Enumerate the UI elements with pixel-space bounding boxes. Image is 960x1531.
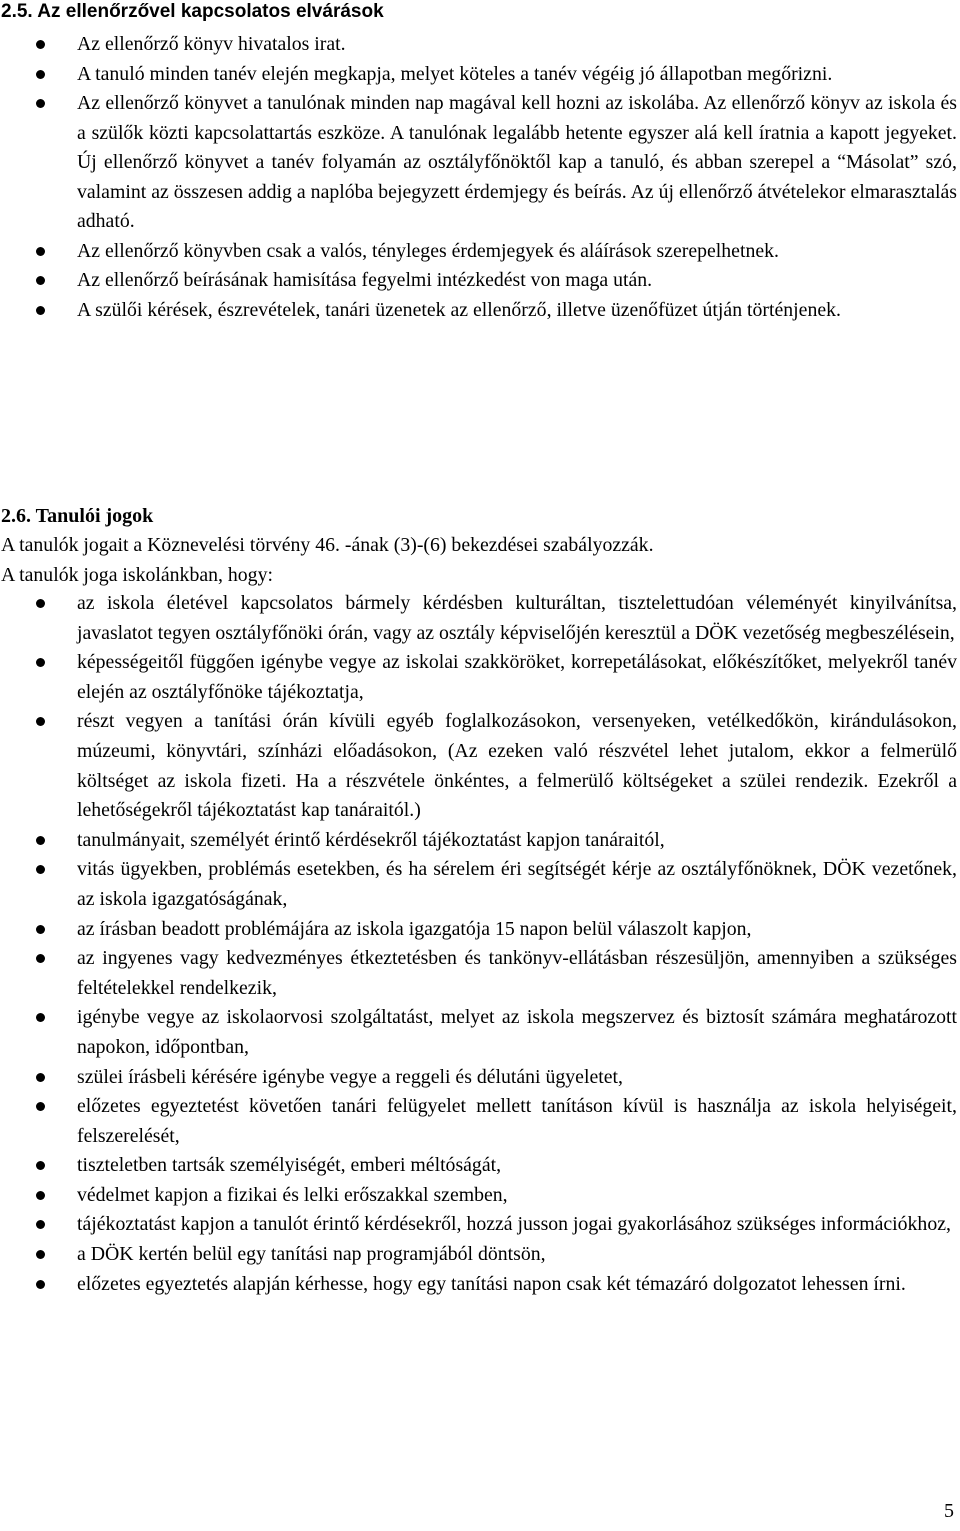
list-item: részt vegyen a tanítási órán kívüli egyéb foglalkozásokon, versenyeken, vetélkedőkön, kirándulásokon, múzeumi, könyvtári, színházi előadásokon, (Az ezeken való részvétel lehet jutalom, ekkor a felmerülő költséget az iskola fizeti. Ha a részvétele önkéntes, a felmerülő költségeket a szülei rendezik. Ezekről a lehetőségekről tájékoztatást kap tanáraitól.)	[0, 707, 957, 825]
bullet-icon	[36, 1013, 45, 1022]
list-item: az ingyenes vagy kedvezményes étkeztetésben és tankönyv-ellátásban részesüljön, amennyiben a szükséges feltételekkel rendelkezik,	[0, 944, 957, 1003]
student-rights-list	[0, 589, 957, 1299]
bullet-icon	[36, 1280, 45, 1289]
list-item: tiszteletben tartsák személyiségét, emberi méltóságát,	[0, 1151, 957, 1181]
bullet-icon	[36, 658, 45, 667]
list-item: Az ellenőrző könyvet a tanulónak minden nap magával kell hozni az iskolába. Az ellenőrző könyv az iskola és a szülők közti kapcsolattartás eszköze. A tanulónak legalább hetente egyszer alá kell íratnia a kapott jegyeket. Új ellenőrző könyvet a tanév folyamán az osztályfőnöktől kap a tanuló, és abban szerepel a “Másolat” szó, valamint az összesen addig a naplóba bejegyzett érdemjegy és beírás. Az új ellenőrző átvételekor elmarasztalás adható.	[0, 89, 957, 237]
bullet-icon	[36, 836, 45, 845]
bullet-icon	[36, 40, 45, 49]
bullet-icon	[36, 717, 45, 726]
bullet-icon	[36, 1250, 45, 1259]
list-item: igénybe vegye az iskolaorvosi szolgáltatást, melyet az iskola megszervez és biztosít számára meghatározott napokon, időpontban,	[0, 1003, 957, 1062]
section-heading-2-5: 2.5. Az ellenőrzővel kapcsolatos elvárások	[1, 1, 384, 22]
bullet-icon	[36, 925, 45, 934]
section-heading-2-6: 2.6. Tanulói jogok	[1, 505, 154, 527]
bullet-icon	[36, 247, 45, 256]
list-item: Az ellenőrző könyv hivatalos irat.	[0, 30, 957, 60]
bullet-icon	[36, 306, 45, 315]
list-item: A tanuló minden tanév elején megkapja, melyet köteles a tanév végéig jó állapotban megőrizni.	[0, 60, 957, 90]
intro-paragraph-rights: A tanulók joga iskolánkban, hogy:	[1, 564, 273, 586]
bullet-icon	[36, 1161, 45, 1170]
list-item: az iskola életével kapcsolatos bármely kérdésben kulturáltan, tisztelettudóan véleményét kinyilvánítsa, javaslatot tegyen osztályfőnöki órán, vagy az osztály képviselőjén keresztül a DÖK vezetőség megbeszélésein,	[0, 589, 957, 648]
bullet-icon	[36, 99, 45, 108]
list-item: védelmet kapjon a fizikai és lelki erőszakkal szemben,	[0, 1181, 957, 1211]
bullet-icon	[36, 1073, 45, 1082]
bullet-icon	[36, 1220, 45, 1229]
list-item: a DÖK kertén belül egy tanítási nap programjából döntsön,	[0, 1240, 957, 1270]
ellenorzo-rules-list	[0, 30, 957, 325]
bullet-icon	[36, 954, 45, 963]
bullet-icon	[36, 865, 45, 874]
list-item: képességeitől függően igénybe vegye az iskolai szakköröket, korrepetálásokat, előkészítőket, melyekről tanév elején az osztályfőnöke tájékoztatja,	[0, 648, 957, 707]
bullet-icon	[36, 1102, 45, 1111]
bullet-icon	[36, 70, 45, 79]
list-item: előzetes egyeztetés alapján kérhesse, hogy egy tanítási napon csak két témazáró dolgozatot lehessen írni.	[0, 1270, 957, 1300]
list-item: vitás ügyekben, problémás esetekben, és ha sérelem éri segítségét kérje az osztályfőnöknek, DÖK vezetőnek, az iskola igazgatóságának,	[0, 855, 957, 914]
list-item: tájékoztatást kapjon a tanulót érintő kérdésekről, hozzá jusson jogai gyakorlásához szükséges információkhoz,	[0, 1210, 957, 1240]
list-item: Az ellenőrző könyvben csak a valós, tényleges érdemjegyek és aláírások szerepelhetnek.	[0, 237, 957, 267]
list-item: szülei írásbeli kérésére igénybe vegye a reggeli és délutáni ügyeletet,	[0, 1063, 957, 1093]
page-number: 5	[944, 1500, 954, 1522]
list-item: tanulmányait, személyét érintő kérdésekről tájékoztatást kapjon tanáraitól,	[0, 826, 957, 856]
list-item: A szülői kérések, észrevételek, tanári üzenetek az ellenőrző, illetve üzenőfüzet útján történjenek.	[0, 296, 957, 326]
list-item: Az ellenőrző beírásának hamisítása fegyelmi intézkedést von maga után.	[0, 266, 957, 296]
bullet-icon	[36, 599, 45, 608]
bullet-icon	[36, 1191, 45, 1200]
bullet-icon	[36, 276, 45, 285]
intro-paragraph: A tanulók jogait a Köznevelési törvény 46. -ának (3)-(6) bekezdései szabályozzák.	[1, 534, 654, 556]
list-item: előzetes egyeztetést követően tanári felügyelet mellett tanításon kívül is használja az iskola helyiségeit, felszerelését,	[0, 1092, 957, 1151]
list-item: az írásban beadott problémájára az iskola igazgatója 15 napon belül válaszolt kapjon,	[0, 915, 957, 945]
